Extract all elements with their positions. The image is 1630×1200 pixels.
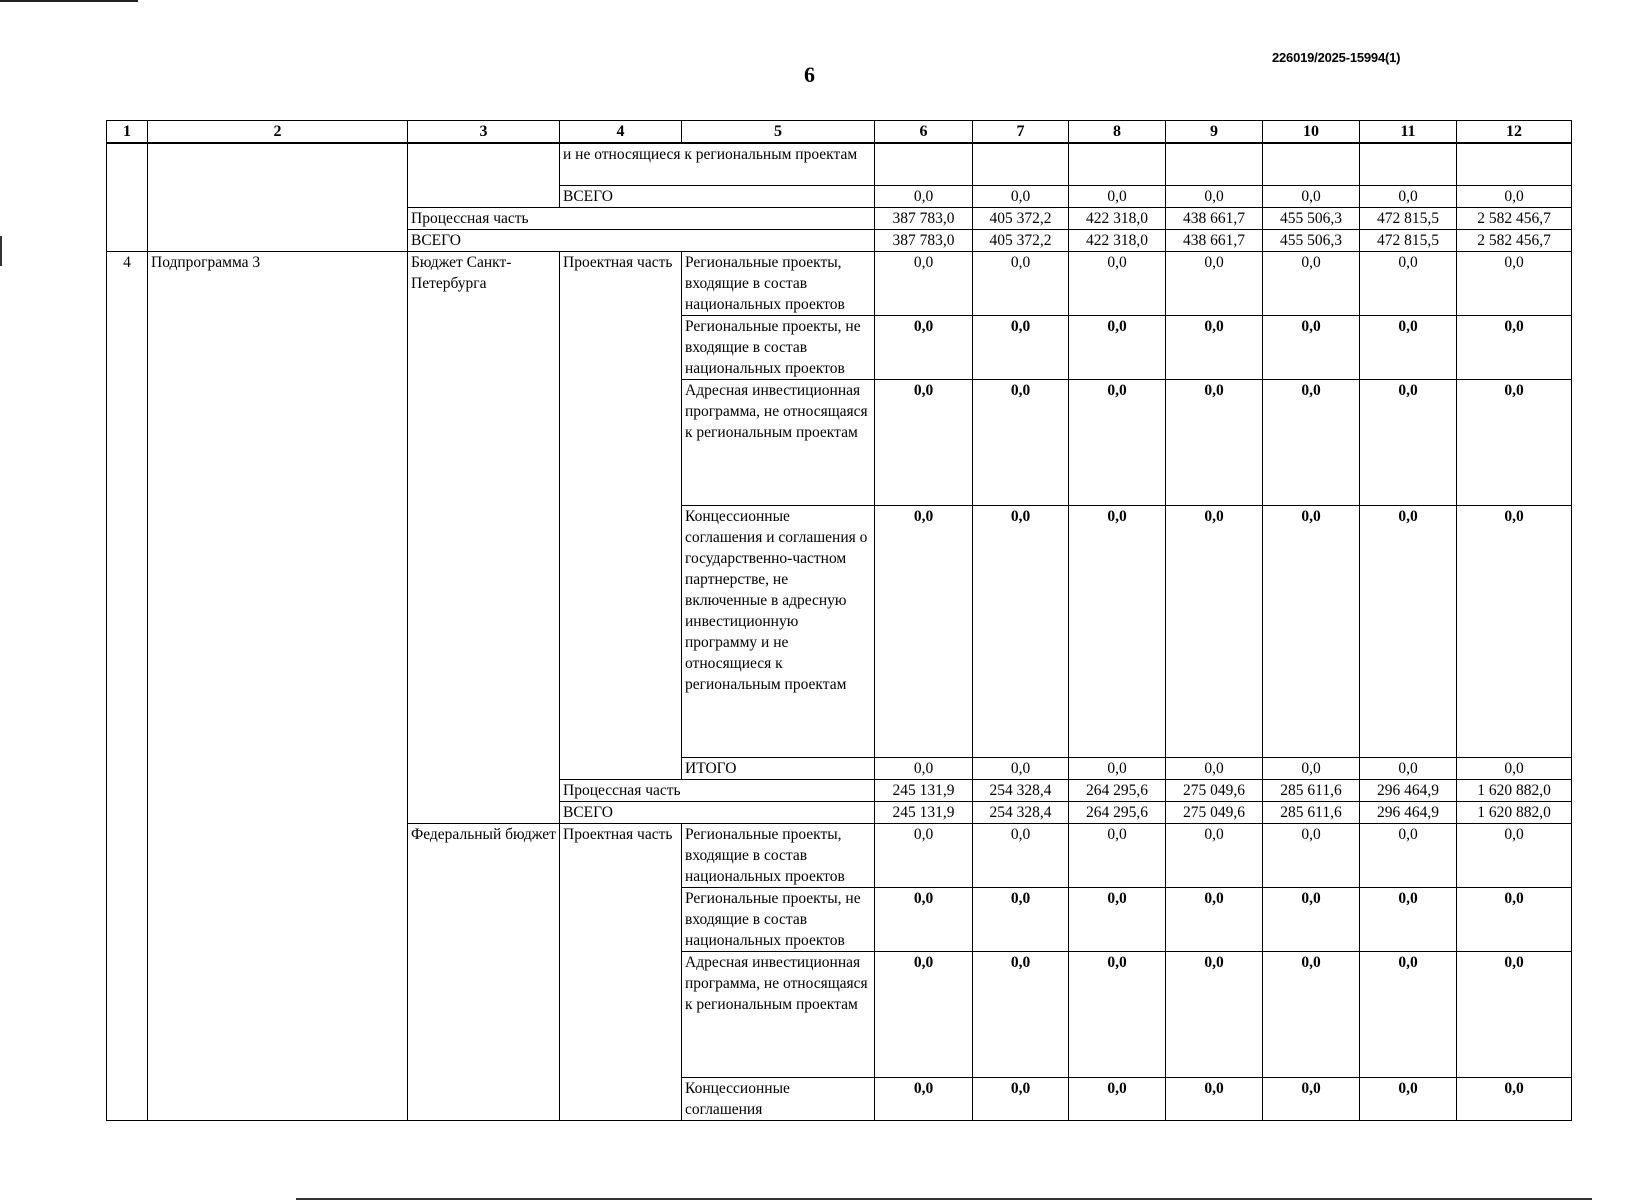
header-row: [107, 121, 1572, 144]
cell-value: 275 049,6: [1166, 779, 1263, 801]
cell-value: 285 611,6: [1263, 801, 1360, 823]
cell-value: 0,0: [1069, 823, 1166, 887]
part-label: Проектная часть: [560, 823, 682, 1120]
part-label: Проектная часть: [560, 251, 682, 779]
cell-value: 0,0: [973, 185, 1069, 207]
cell-type: Региональные проекты, не входящие в состав национальных проектов: [682, 315, 875, 379]
cell-value: 472 815,5: [1360, 207, 1457, 229]
cell-value: 1 620 882,0: [1457, 801, 1572, 823]
cell-label: Процессная часть: [408, 207, 875, 229]
cell-value: 0,0: [1166, 823, 1263, 887]
cell-value: 0,0: [1360, 251, 1457, 315]
cell-value: 0,0: [1166, 1077, 1263, 1120]
cell-value: 0,0: [875, 251, 973, 315]
cell-value: 0,0: [973, 505, 1069, 757]
document-id: 226019/2025-15994(1): [1272, 50, 1401, 65]
cell: [107, 143, 148, 251]
cell-type: Региональные проекты, входящие в состав национальных проектов: [682, 251, 875, 315]
col-header: 3: [408, 121, 560, 144]
cell-value: 0,0: [875, 185, 973, 207]
cell-value: 0,0: [875, 951, 973, 1077]
cell-value: 0,0: [1263, 185, 1360, 207]
col-header: 12: [1457, 121, 1572, 144]
cell-value: 0,0: [1263, 887, 1360, 951]
cell-value: 245 131,9: [875, 801, 973, 823]
cell: [1069, 143, 1166, 185]
cell-value: 0,0: [973, 823, 1069, 887]
cell-value: 0,0: [1166, 251, 1263, 315]
cell-value: 0,0: [1360, 823, 1457, 887]
cell-value: 2 582 456,7: [1457, 207, 1572, 229]
subprogram-name: Подпрограмма 3: [148, 251, 408, 1120]
cell-value: 0,0: [1360, 1077, 1457, 1120]
page-number: 6: [804, 62, 815, 87]
cell-value: 0,0: [1069, 251, 1166, 315]
cell-value: 0,0: [875, 887, 973, 951]
cell-value: 254 328,4: [973, 801, 1069, 823]
col-header: 10: [1263, 121, 1360, 144]
cell-label: Процессная часть: [560, 779, 875, 801]
cell-value: 405 372,2: [973, 229, 1069, 251]
cell-value: 0,0: [1457, 185, 1572, 207]
table-row: [107, 143, 1572, 185]
col-header: 1: [107, 121, 148, 144]
col-header: 4: [560, 121, 682, 144]
cell: [148, 143, 408, 251]
cell: [1457, 143, 1572, 185]
cell-value: 0,0: [1457, 251, 1572, 315]
cell-value: 0,0: [1166, 315, 1263, 379]
cell-value: 0,0: [1360, 315, 1457, 379]
cell-value: 0,0: [875, 505, 973, 757]
cell-value: 387 783,0: [875, 207, 973, 229]
cell-value: 0,0: [1360, 505, 1457, 757]
cell: [1263, 143, 1360, 185]
cell-value: 0,0: [1069, 887, 1166, 951]
cell: [973, 143, 1069, 185]
cell-label: ВСЕГО: [560, 801, 875, 823]
cell-value: 387 783,0: [875, 229, 973, 251]
cell-value: 438 661,7: [1166, 229, 1263, 251]
cell-value: 275 049,6: [1166, 801, 1263, 823]
budget-source: Бюджет Санкт-Петербурга: [408, 251, 560, 823]
cell-value: 422 318,0: [1069, 207, 1166, 229]
cell: [875, 143, 973, 185]
cell-value: 245 131,9: [875, 779, 973, 801]
cell-value: 0,0: [1166, 185, 1263, 207]
cell-value: 0,0: [1069, 379, 1166, 505]
margin-mark: [0, 236, 2, 266]
cell-value: 0,0: [1263, 379, 1360, 505]
cell-value: 2 582 456,7: [1457, 229, 1572, 251]
cell-value: 0,0: [973, 887, 1069, 951]
row-number: 4: [107, 251, 148, 1120]
cell: [1360, 143, 1457, 185]
cell-value: 455 506,3: [1263, 207, 1360, 229]
cell-label: ВСЕГО: [408, 229, 875, 251]
cell-value: 0,0: [1069, 757, 1166, 779]
cell-value: 0,0: [1166, 887, 1263, 951]
cell-value: 0,0: [1360, 185, 1457, 207]
cell-value: 0,0: [1069, 1077, 1166, 1120]
cell-value: 0,0: [1166, 379, 1263, 505]
cell-value: 1 620 882,0: [1457, 779, 1572, 801]
cell-value: 0,0: [1069, 951, 1166, 1077]
cell-value: 0,0: [1457, 823, 1572, 887]
cell-value: 0,0: [1457, 379, 1572, 505]
cell-value: 455 506,3: [1263, 229, 1360, 251]
cell-type: Концессионные соглашения и соглашения о государственно-частном партнерстве, не включенные в адресную инвестиционную программу и не относящиеся к региональным проектам: [682, 505, 875, 757]
cell-value: 0,0: [1457, 887, 1572, 951]
cell-value: 0,0: [1263, 251, 1360, 315]
cell-type: Региональные проекты, не входящие в состав национальных проектов: [682, 887, 875, 951]
cell-value: 422 318,0: [1069, 229, 1166, 251]
col-header: 5: [682, 121, 875, 144]
cell-value: 0,0: [973, 757, 1069, 779]
cell-value: 0,0: [973, 379, 1069, 505]
cell-value: 254 328,4: [973, 779, 1069, 801]
cell-value: 0,0: [1360, 951, 1457, 1077]
cell-value: 0,0: [875, 757, 973, 779]
budget-table: [106, 120, 1572, 1121]
cell-value: 0,0: [1457, 951, 1572, 1077]
col-header: 11: [1360, 121, 1457, 144]
cell-value: 0,0: [1457, 505, 1572, 757]
cell-type: и не относящиеся к региональным проектам: [560, 143, 875, 185]
cell-value: 0,0: [1263, 1077, 1360, 1120]
cell-value: 0,0: [973, 251, 1069, 315]
col-header: 6: [875, 121, 973, 144]
col-header: 9: [1166, 121, 1263, 144]
cell-value: 0,0: [1069, 505, 1166, 757]
cell-value: 0,0: [1166, 505, 1263, 757]
cell-value: 0,0: [875, 315, 973, 379]
cell-value: 0,0: [1263, 823, 1360, 887]
cell-value: 0,0: [1360, 757, 1457, 779]
cell-value: 0,0: [1457, 1077, 1572, 1120]
cell-value: 296 464,9: [1360, 779, 1457, 801]
cell-label: ИТОГО: [682, 757, 875, 779]
cell-value: 438 661,7: [1166, 207, 1263, 229]
cell-value: 0,0: [1263, 505, 1360, 757]
table-row: [107, 251, 1572, 315]
cell-value: 0,0: [875, 823, 973, 887]
budget-source: Федеральный бюджет: [408, 823, 560, 1120]
cell-value: 0,0: [1457, 315, 1572, 379]
cell-value: 296 464,9: [1360, 801, 1457, 823]
cell-value: 472 815,5: [1360, 229, 1457, 251]
cell-type: Региональные проекты, входящие в состав национальных проектов: [682, 823, 875, 887]
cell-value: 264 295,6: [1069, 801, 1166, 823]
cell-type: Адресная инвестиционная программа, не относящаяся к региональным проектам: [682, 379, 875, 505]
cell-type: Концессионные соглашения: [682, 1077, 875, 1120]
cell-value: 264 295,6: [1069, 779, 1166, 801]
cell-value: 0,0: [1263, 757, 1360, 779]
col-header: 2: [148, 121, 408, 144]
cell-value: 0,0: [1360, 379, 1457, 505]
cell-value: 0,0: [1360, 887, 1457, 951]
cell-value: 0,0: [875, 1077, 973, 1120]
top-rule: [0, 0, 138, 2]
cell-value: 0,0: [1457, 757, 1572, 779]
cell-value: 0,0: [973, 951, 1069, 1077]
cell: [1166, 143, 1263, 185]
cell-value: 0,0: [1166, 951, 1263, 1077]
cell-value: 0,0: [1166, 757, 1263, 779]
cell-label: ВСЕГО: [560, 185, 875, 207]
cell-value: 0,0: [1263, 951, 1360, 1077]
cell: [408, 143, 560, 207]
cell-value: 0,0: [1069, 185, 1166, 207]
cell-type: Адресная инвестиционная программа, не относящаяся к региональным проектам: [682, 951, 875, 1077]
col-header: 8: [1069, 121, 1166, 144]
cell-value: 0,0: [973, 1077, 1069, 1120]
cell-value: 0,0: [1263, 315, 1360, 379]
cell-value: 0,0: [1069, 315, 1166, 379]
cell-value: 0,0: [973, 315, 1069, 379]
cell-value: 285 611,6: [1263, 779, 1360, 801]
cell-value: 405 372,2: [973, 207, 1069, 229]
col-header: 7: [973, 121, 1069, 144]
cell-value: 0,0: [875, 379, 973, 505]
